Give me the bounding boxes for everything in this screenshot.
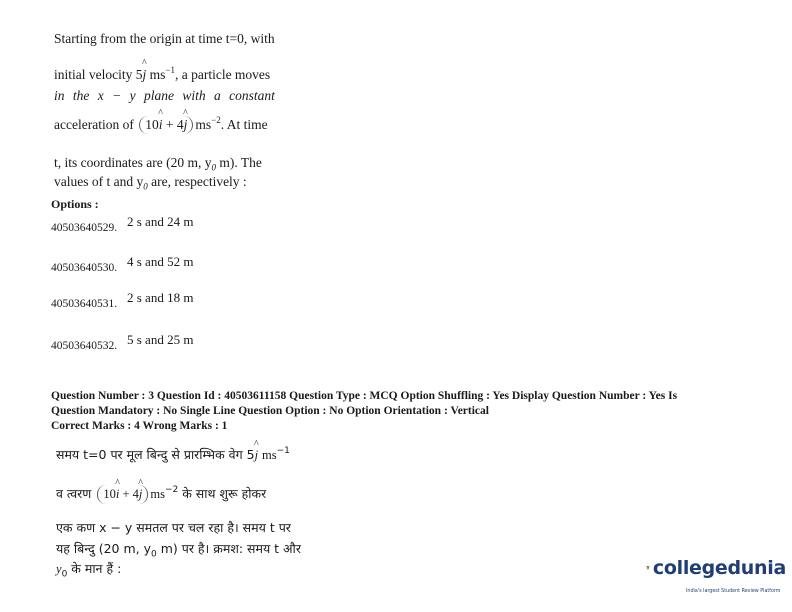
text: initial velocity bbox=[54, 67, 133, 82]
options-label: Options : bbox=[51, 197, 99, 211]
acc-i-coef: 10 bbox=[145, 117, 159, 132]
y-symbol: y bbox=[56, 562, 62, 576]
j-hat: ^ j bbox=[184, 118, 188, 132]
text: के मान हैं : bbox=[67, 561, 122, 576]
acceleration-vector bbox=[97, 485, 148, 504]
text: acceleration of bbox=[54, 117, 134, 132]
velocity-exponent: −1 bbox=[165, 65, 175, 75]
question-meta-line-1: Question Number : 3 Question Id : 40503611158 Question Type : MCQ Option Shuffling : Yes Display Question Number : Yes Is bbox=[51, 390, 678, 402]
logo-row bbox=[646, 549, 786, 587]
acc-i-coef: 10 bbox=[103, 487, 116, 501]
collegedunia-logo bbox=[646, 549, 786, 593]
text: यह बिन्दु (20 m, y bbox=[56, 541, 151, 556]
option-id-3: 40503640531. bbox=[51, 298, 118, 310]
acceleration-vector bbox=[139, 116, 193, 134]
hindi-line-5 bbox=[56, 560, 121, 580]
text: के साथ शुरू होकर bbox=[182, 486, 267, 501]
question-meta-line-3: Correct Marks : 4 Wrong Marks : 1 bbox=[51, 420, 228, 432]
graduate-mascot-icon bbox=[646, 549, 650, 587]
option-text-3[interactable]: 2 s and 18 m bbox=[127, 290, 194, 305]
velocity-coefficient: 5 bbox=[135, 67, 143, 82]
acc-j-coef: + 4 bbox=[122, 487, 139, 501]
question-line-2 bbox=[54, 66, 270, 82]
subscript: 0 bbox=[151, 549, 157, 560]
i-hat: ^ i bbox=[159, 118, 163, 132]
text: values of t and y bbox=[54, 174, 144, 189]
text: t, its coordinates are (20 m, y bbox=[54, 155, 212, 170]
text: are, respectively : bbox=[147, 174, 247, 189]
hindi-line-1 bbox=[56, 446, 290, 463]
logo-tagline: India's largest Student Review Platform bbox=[686, 589, 781, 594]
text: . At time bbox=[220, 117, 268, 132]
text: m). The bbox=[215, 155, 262, 170]
acceleration-unit: ms bbox=[150, 487, 165, 501]
question-line-3: in the x − y plane with a constant bbox=[54, 88, 275, 103]
acceleration-exponent: −2 bbox=[164, 485, 179, 495]
option-id-1: 40503640529. bbox=[51, 222, 118, 234]
question-meta-line-2: Question Mandatory : No Single Line Question Option : No Option Orientation : Vertical bbox=[51, 405, 489, 417]
hindi-line-4 bbox=[56, 540, 301, 560]
option-text-2[interactable]: 4 s and 52 m bbox=[127, 254, 194, 269]
question-line-6 bbox=[54, 175, 247, 192]
acceleration-exponent: −2 bbox=[211, 115, 221, 125]
option-text-4[interactable]: 5 s and 25 m bbox=[127, 332, 194, 347]
text: व त्वरण bbox=[56, 486, 92, 501]
option-id-2: 40503640530. bbox=[51, 262, 118, 274]
velocity-unit: ms bbox=[149, 67, 166, 82]
option-text-1[interactable]: 2 s and 24 m bbox=[127, 214, 194, 229]
subscript: 0 bbox=[61, 569, 68, 580]
velocity-exponent: −1 bbox=[276, 446, 290, 456]
acc-j-coef: + 4 bbox=[165, 117, 184, 132]
j-hat: ^ j bbox=[255, 448, 258, 463]
text: समय t=0 पर मूल बिन्दु से प्रारम्भिक वेग bbox=[56, 447, 243, 462]
i-hat: ^ i bbox=[116, 487, 119, 502]
text: m) पर है। क्रमश: समय t और bbox=[156, 541, 301, 556]
question-line-5 bbox=[54, 156, 262, 173]
question-line-4 bbox=[54, 116, 268, 134]
hindi-line-2 bbox=[56, 485, 266, 504]
velocity-coefficient: 5 bbox=[246, 447, 255, 462]
subscript: 0 bbox=[143, 181, 148, 192]
text: , a particle moves bbox=[174, 67, 271, 82]
question-line-1: Starting from the origin at time t=0, with bbox=[54, 31, 275, 46]
velocity-unit: ms bbox=[262, 448, 277, 462]
subscript: 0 bbox=[211, 162, 216, 173]
j-hat: ^ j bbox=[142, 68, 146, 82]
j-hat: ^ j bbox=[139, 487, 142, 502]
option-id-4: 40503640532. bbox=[51, 340, 118, 352]
hindi-line-3: एक कण x − y समतल पर चल रहा है। समय t पर bbox=[56, 520, 291, 535]
logo-name: collegedunia bbox=[652, 557, 786, 579]
acceleration-unit: ms bbox=[195, 117, 212, 132]
